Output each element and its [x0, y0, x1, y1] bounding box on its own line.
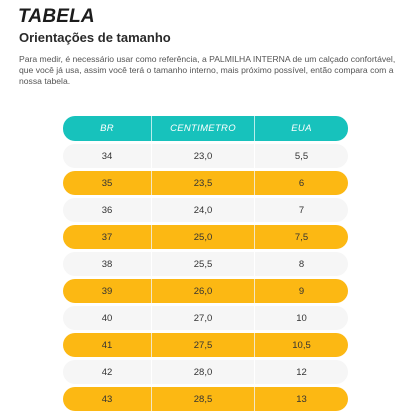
- table-row: [63, 360, 348, 384]
- cell-eua: 13: [296, 393, 307, 405]
- cell-eua: 7: [298, 204, 305, 216]
- cell-br: 36: [101, 204, 113, 216]
- cell-eua: 10,5: [292, 339, 311, 351]
- size-table: [63, 116, 348, 414]
- cell-centimetro: 28,5: [151, 387, 255, 411]
- column-header-centimetro: CENTIMETRO: [151, 116, 255, 141]
- cell-br: 43: [101, 393, 113, 405]
- cell-br: 39: [101, 285, 113, 297]
- table-row: [63, 252, 348, 276]
- instructions-text: Para medir, é necessário usar como referência, a PALMILHA INTERNA de um calçado confortável, que você já usa, assim você terá o tamanho interno, mais próximo possível, então compara com a nossa tabela.: [19, 54, 396, 86]
- cell-centimetro: 25,0: [151, 225, 255, 249]
- cell-br: 38: [101, 258, 113, 270]
- cell-br: 37: [101, 231, 113, 243]
- cell-eua: 9: [298, 285, 305, 297]
- column-header-eua: EUA: [291, 123, 312, 134]
- cell-br: 41: [101, 339, 113, 351]
- cell-centimetro: 23,5: [151, 171, 255, 195]
- column-header-br: BR: [100, 123, 114, 134]
- cell-centimetro: 23,0: [151, 144, 255, 168]
- cell-centimetro: 24,0: [151, 198, 255, 222]
- table-header-row: [63, 116, 348, 141]
- table-row: [63, 198, 348, 222]
- cell-br: 42: [101, 366, 113, 378]
- table-row: [63, 144, 348, 168]
- cell-br: 40: [101, 312, 113, 324]
- cell-eua: 7,5: [294, 231, 309, 243]
- table-row: [63, 279, 348, 303]
- table-row: [63, 306, 348, 330]
- page-subtitle: Orientações de tamanho: [19, 30, 171, 45]
- table-row: [63, 333, 348, 357]
- cell-centimetro: 28,0: [151, 360, 255, 384]
- cell-eua: 8: [298, 258, 305, 270]
- cell-centimetro: 27,0: [151, 306, 255, 330]
- table-row: [63, 225, 348, 249]
- cell-eua: 5,5: [294, 150, 309, 162]
- cell-eua: 12: [296, 366, 307, 378]
- table-row: [63, 387, 348, 411]
- cell-centimetro: 26,0: [151, 279, 255, 303]
- table-row: [63, 171, 348, 195]
- page-title: TABELA: [18, 6, 95, 27]
- cell-br: 35: [101, 177, 113, 189]
- cell-centimetro: 25,5: [151, 252, 255, 276]
- cell-br: 34: [101, 150, 113, 162]
- cell-eua: 10: [296, 312, 307, 324]
- cell-eua: 6: [298, 177, 305, 189]
- cell-centimetro: 27,5: [151, 333, 255, 357]
